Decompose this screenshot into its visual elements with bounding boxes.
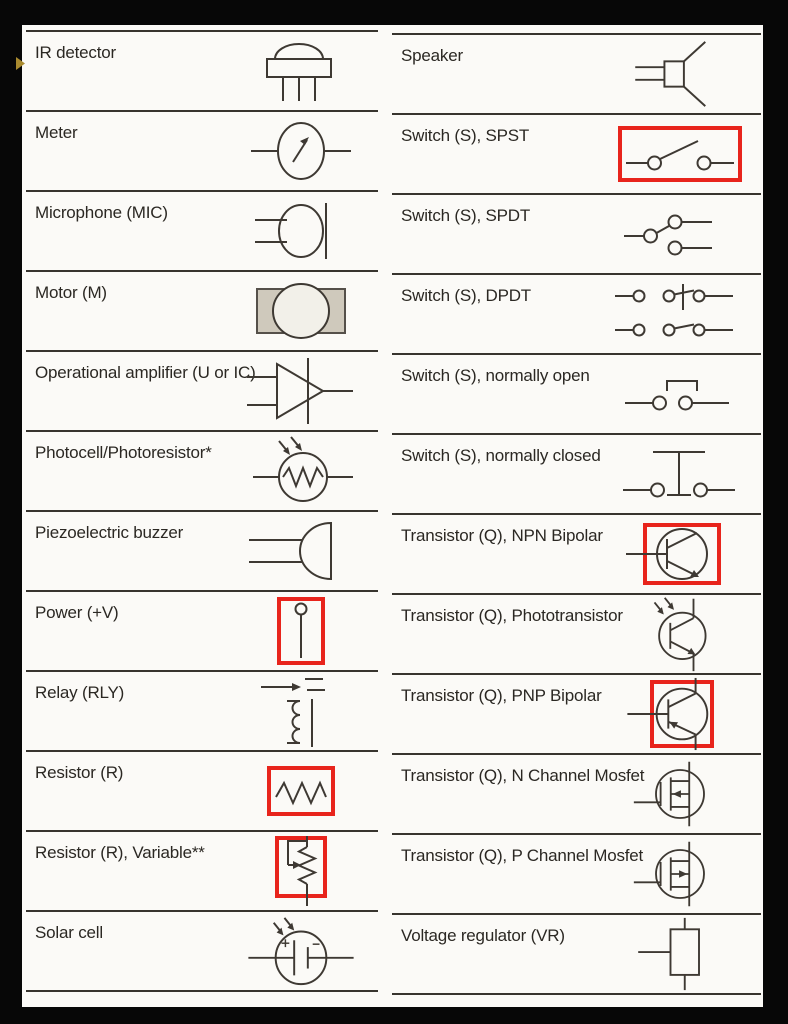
component-name: Resistor (R) <box>35 763 124 782</box>
switch-normally-closed-symbol <box>604 435 756 513</box>
left-column <box>26 30 378 992</box>
table-row <box>392 33 761 113</box>
component-name: Switch (S), normally open <box>401 366 590 385</box>
table-row <box>26 430 378 510</box>
component-name: Operational amplifier (U or IC) <box>35 363 256 382</box>
table-row <box>26 190 378 270</box>
table-row <box>392 193 761 273</box>
component-name: Resistor (R), Variable** <box>35 843 205 862</box>
piezo-buzzer-symbol <box>226 512 376 590</box>
phototransistor-symbol <box>604 595 756 673</box>
table-row <box>26 750 378 830</box>
table-row <box>26 110 378 190</box>
component-name: Transistor (Q), N Channel Mosfet <box>401 766 645 785</box>
transistor-npn-symbol <box>604 515 756 593</box>
component-name: Switch (S), DPDT <box>401 286 531 305</box>
table-row <box>26 830 378 910</box>
meter-symbol <box>226 112 376 190</box>
voltage-regulator-symbol <box>604 915 756 993</box>
component-name: Voltage regulator (VR) <box>401 926 565 945</box>
component-name: Switch (S), normally closed <box>401 446 601 465</box>
table-row <box>26 670 378 750</box>
table-row <box>392 353 761 433</box>
component-name: Transistor (Q), PNP Bipolar <box>401 686 602 705</box>
solar-cell-symbol <box>226 912 376 990</box>
component-name: Power (+V) <box>35 603 119 622</box>
mosfet-n-channel-symbol <box>604 755 756 833</box>
table-row <box>392 673 761 753</box>
table-row <box>392 433 761 513</box>
op-amp-symbol <box>226 352 376 430</box>
component-name: Switch (S), SPST <box>401 126 530 145</box>
mosfet-p-channel-symbol <box>604 835 756 913</box>
power-symbol <box>226 592 376 670</box>
table-row <box>392 113 761 193</box>
right-column <box>392 33 761 995</box>
component-name: Switch (S), SPDT <box>401 206 531 225</box>
switch-spdt-symbol <box>604 195 756 273</box>
table-row <box>26 30 378 110</box>
motor-symbol <box>226 272 376 350</box>
switch-spst-symbol <box>604 115 756 193</box>
component-name: IR detector <box>35 43 116 62</box>
table-row <box>26 350 378 430</box>
relay-symbol <box>226 672 376 750</box>
speaker-symbol <box>604 35 756 113</box>
table-row <box>392 513 761 593</box>
component-name: Transistor (Q), P Channel Mosfet <box>401 846 644 865</box>
component-name: Photocell/Photoresistor* <box>35 443 212 462</box>
component-name: Microphone (MIC) <box>35 203 168 222</box>
component-name: Motor (M) <box>35 283 107 302</box>
table-row <box>392 913 761 995</box>
table-row <box>26 510 378 590</box>
component-name: Solar cell <box>35 923 103 942</box>
scanned-page <box>22 25 763 1007</box>
component-name: Piezoelectric buzzer <box>35 523 184 542</box>
component-name: Meter <box>35 123 78 142</box>
transistor-pnp-symbol <box>604 675 756 753</box>
resistor-symbol <box>226 752 376 830</box>
table-row <box>392 833 761 913</box>
table-row <box>392 593 761 673</box>
component-name: Relay (RLY) <box>35 683 125 702</box>
table-row <box>26 590 378 670</box>
microphone-symbol <box>226 192 376 270</box>
table-row <box>26 910 378 992</box>
ir-detector-symbol <box>226 32 376 110</box>
component-name: Speaker <box>401 46 463 65</box>
table-row <box>392 273 761 353</box>
switch-dpdt-symbol <box>604 275 756 353</box>
photocell-symbol <box>226 432 376 510</box>
component-name: Transistor (Q), NPN Bipolar <box>401 526 603 545</box>
component-name: Transistor (Q), Phototransistor <box>401 606 623 625</box>
table-row <box>392 753 761 833</box>
variable-resistor-symbol <box>226 832 376 910</box>
switch-normally-open-symbol <box>604 355 756 433</box>
table-row <box>26 270 378 350</box>
